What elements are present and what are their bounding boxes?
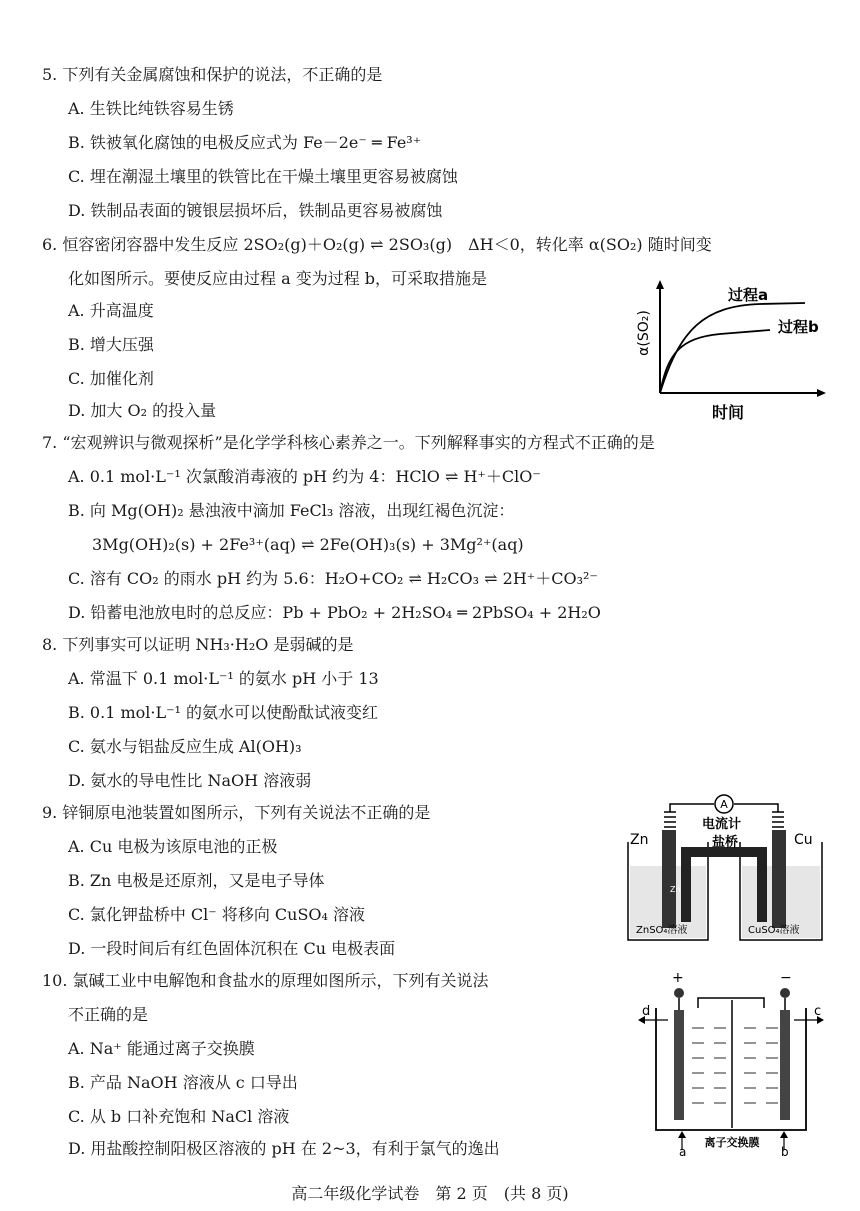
q5-option-b: B. 铁被氧化腐蚀的电极反应式为 Fe－2e⁻ ═ Fe³⁺ xyxy=(68,133,422,152)
q9-option-b: B. Zn 电极是还原剂，又是电子导体 xyxy=(68,871,325,890)
q5-option-a: A. 生铁比纯铁容易生锈 xyxy=(68,99,234,118)
q8-option-d: D. 氨水的导电性比 NaOH 溶液弱 xyxy=(68,771,312,790)
q7-option-d: D. 铅蓄电池放电时的总反应：Pb + PbO₂ + 2H₂SO₄ ═ 2PbSO₄ + 2H₂O xyxy=(68,603,601,622)
q6-stem-line1: 6. 恒容密闭容器中发生反应 2SO₂(g)＋O₂(g) ⇌ 2SO₃(g) ΔH＜0，转化率 α(SO₂) 随时间变 xyxy=(42,235,712,254)
q10-option-d: D. 用盐酸控制阳极区溶液的 pH 在 2~3，有利于氯气的逸出 xyxy=(68,1139,500,1158)
q10-option-a: A. Na⁺ 能通过离子交换膜 xyxy=(68,1039,255,1058)
q6-option-a: A. 升高温度 xyxy=(68,301,154,320)
q10-label-b: b xyxy=(781,1145,789,1158)
q10-label-c: c xyxy=(814,1004,822,1019)
q10-cathode xyxy=(780,1010,790,1120)
q9-option-d: D. 一段时间后有红色固体沉积在 Cu 电极表面 xyxy=(68,939,396,958)
q9-zn-mark: Zn xyxy=(670,885,681,894)
q6-option-d: D. 加大 O₂ 的投入量 xyxy=(68,401,217,420)
q10-option-c: C. 从 b 口补充饱和 NaCl 溶液 xyxy=(68,1107,290,1126)
q6-x-label: 时间 xyxy=(711,403,745,422)
q9-cu-electrode xyxy=(772,830,786,928)
q9-cu-label: Cu xyxy=(794,832,813,848)
q9-zn-label: Zn xyxy=(630,832,649,848)
q9-ammeter-symbol: A xyxy=(720,798,728,811)
q8-stem: 8. 下列事实可以证明 NH₃·H₂O 是弱碱的是 xyxy=(42,635,354,654)
q10-label-a: a xyxy=(679,1145,687,1158)
q9-stem: 9. 锌铜原电池装置如图所示，下列有关说法不正确的是 xyxy=(42,803,431,822)
q6-curve-a-label: 过程a xyxy=(728,286,769,304)
q6-y-arrow xyxy=(656,280,664,289)
q9-right-solution-label: CuSO₄溶液 xyxy=(748,925,800,936)
q9-zn-electrode xyxy=(662,830,676,928)
q9-galvanic-cell-diagram xyxy=(622,792,828,946)
q6-conversion-graph xyxy=(630,278,830,426)
q10-stem-line2: 不正确的是 xyxy=(68,1005,149,1024)
q10-plus-sign: + xyxy=(672,970,684,986)
q6-x-arrow xyxy=(817,389,826,397)
q7-option-a: A. 0.1 mol·L⁻¹ 次氯酸消毒液的 pH 约为 4：HClO ⇌ H⁺＋ClO⁻ xyxy=(68,467,541,486)
q5-option-c: C. 埋在潮湿土壤里的铁管比在干燥土壤里更容易被腐蚀 xyxy=(68,167,458,186)
q10-electrolysis-diagram xyxy=(634,968,828,1158)
q10-anode xyxy=(674,1010,684,1120)
page-footer: 高二年级化学试卷 第 2 页 (共 8 页) xyxy=(291,1184,569,1203)
q9-meter-label: 电流计 xyxy=(702,817,742,832)
q9-option-a: A. Cu 电极为该原电池的正极 xyxy=(68,837,278,856)
q6-y-label: α(SO₂) xyxy=(636,310,652,356)
q8-option-a: A. 常温下 0.1 mol·L⁻¹ 的氨水 pH 小于 13 xyxy=(68,669,379,688)
q7-option-b-line1: B. 向 Mg(OH)₂ 悬浊液中滴加 FeCl₃ 溶液，出现红褐色沉淀： xyxy=(68,501,515,520)
q7-option-b-line2: 3Mg(OH)₂(s) + 2Fe³⁺(aq) ⇌ 2Fe(OH)₃(s) + 3Mg²⁺(aq) xyxy=(92,535,524,554)
q6-stem-line2: 化如图所示。要使反应由过程 a 变为过程 b，可采取措施是 xyxy=(68,269,488,288)
q10-cathode-terminal xyxy=(780,988,790,998)
q7-option-c: C. 溶有 CO₂ 的雨水 pH 约为 5.6：H₂O+CO₂ ⇌ H₂CO₃ ⇌ 2H⁺＋CO₃²⁻ xyxy=(68,569,598,588)
q7-stem: 7. “宏观辨识与微观探析”是化学学科核心素养之一。下列解释事实的方程式不正确的是 xyxy=(42,433,655,452)
q9-left-solution-label: ZnSO₄溶液 xyxy=(636,925,688,936)
q10-membrane-label: 离子交换膜 xyxy=(704,1136,760,1149)
q9-bridge-label: 盐桥 xyxy=(712,835,739,850)
q9-option-c: C. 氯化钾盐桥中 Cl⁻ 将移向 CuSO₄ 溶液 xyxy=(68,905,366,924)
q8-option-b: B. 0.1 mol·L⁻¹ 的氨水可以使酚酞试液变红 xyxy=(68,703,379,722)
q10-stem-line1: 10. 氯碱工业中电解饱和食盐水的原理如图所示，下列有关说法 xyxy=(42,971,489,990)
q10-option-b: B. 产品 NaOH 溶液从 c 口导出 xyxy=(68,1073,298,1092)
q10-minus-sign: − xyxy=(780,970,792,986)
q10-anode-terminal xyxy=(674,988,684,998)
q5-stem: 5. 下列有关金属腐蚀和保护的说法，不正确的是 xyxy=(42,65,383,84)
q6-curve-b-label: 过程b xyxy=(778,318,819,336)
q6-curve-b xyxy=(660,330,770,393)
q8-option-c: C. 氨水与铝盐反应生成 Al(OH)₃ xyxy=(68,737,302,756)
q6-curve-a xyxy=(660,303,805,393)
q6-option-b: B. 增大压强 xyxy=(68,335,154,354)
q5-option-d: D. 铁制品表面的镀银层损坏后，铁制品更容易被腐蚀 xyxy=(68,201,443,220)
q6-option-c: C. 加催化剂 xyxy=(68,369,154,388)
q10-label-d: d xyxy=(642,1004,651,1019)
